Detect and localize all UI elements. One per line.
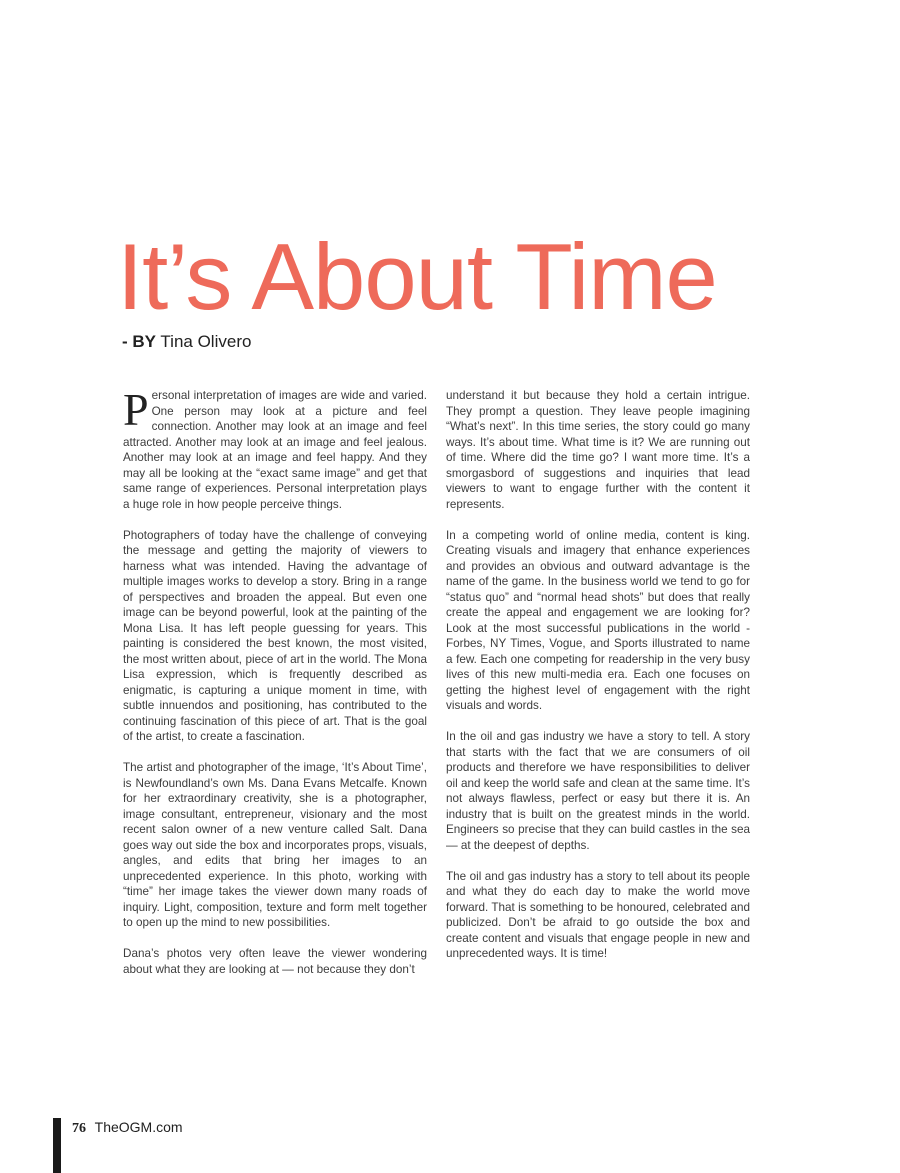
body-paragraph: The artist and photographer of the image, ‘It’s About Time’, is Newfoundland’s own Ms. Dana Evans Metcalfe. Known for her extraordinary creativity, she is a photographer, image consultant, entrepreneur, visionary and the most recent salon owner of a new venture called Salt. Dana goes way out side the box and incorporates props, visuals, angles, and edits that bring her images to an unprecedented experience. In this photo, working with “time” her image takes the viewer down many roads of inquiry. Light, composition, texture and form melt together to open up the mind to new possibilities. [123, 761, 427, 929]
footer-site: TheOGM.com [94, 1119, 183, 1135]
body-paragraph: Photographers of today have the challenge of conveying the message and getting the majority of viewers to harness what was intended. Having the advantage of multiple images works to develop a story. Bring in a range of perspectives and broaden the appeal. But even one image can be beyond powerful, look at the painting of the Mona Lisa. It has left people guessing for years. This painting is considered the best known, the most visited, the most written about, piece of art in the world. The Mona Lisa expression, which is frequently described as enigmatic, is capturing a unique moment in time, with subtle innuendos and positioning, has contributed to the continuing fascination of this piece of art. That is the goal of the artist, to create a fascination. [123, 528, 427, 743]
article-column-right [446, 388, 750, 977]
footer-accent-bar [53, 1118, 61, 1173]
byline-prefix: - BY [122, 332, 156, 351]
byline [122, 331, 251, 353]
body-paragraph: In the oil and gas industry we have a story to tell. A story that starts with the fact that we are consumers of oil products and therefore we have responsibilities to deliver oil and keep the world safe and clean at the same time. It’s not always flawless, perfect or easy but there it is. An industry that is built on the greatest minds in the world. Engineers so precise that they can build castles in the sea — at the deepest of depths. [446, 730, 750, 852]
body-paragraph: In a competing world of online media, content is king. Creating visuals and imagery that enhance experiences and provides an obvious and outward advantage is the name of the game. In the business world we tend to go for “status quo” and “normal head shots” but does that really create the appeal and engagement we are looking for? Look at the most successful publications in the world - Forbes, NY Times, Vogue, and Sports illustrated to name a few. Each one competing for readership in the very busy lives of this new multi-media era. Each one focuses on getting the highest level of engagement with the right visuals and words. [446, 528, 750, 712]
page-number: 76 [72, 1121, 86, 1136]
body-paragraph: Dana’s photos very often leave the viewer wondering about what they are looking at — not because they don’t [123, 947, 427, 976]
article-column-left [123, 384, 427, 993]
article-title: It’s About Time [117, 224, 717, 329]
body-paragraph [123, 384, 427, 512]
author-name: Tina Olivero [160, 332, 252, 351]
page-footer [72, 1119, 183, 1137]
body-paragraph: understand it but because they hold a certain intrigue. They prompt a question. They leave people imagining “What’s next”. In this time series, the story could go many ways. It’s about time. What time is it? We are running out of time. Where did the time go? I want more time. It’s a smorgasbord of suggestions and inquiries that lead viewers to want to engage further with the content it represents. [446, 389, 750, 511]
first-paragraph-text: ersonal interpretation of images are wide and varied. One person may look at a picture and feel connection. Another may look at an image and feel attracted. Another may look at an image and feel jealous. Another may look at an image and feel happy. And they may all be looking at the “exact same image” and get that same range of experiences. Personal interpretation plays a huge role in how people perceive things. [123, 389, 427, 511]
body-paragraph: The oil and gas industry has a story to tell about its people and what they do each day to make the world move forward. That is something to be honoured, celebrated and publicized. Don’t be afraid to go outside the box and create content and visuals that engage people in new and unprecedented ways. It is time! [446, 869, 750, 960]
drop-cap: P [123, 384, 149, 435]
